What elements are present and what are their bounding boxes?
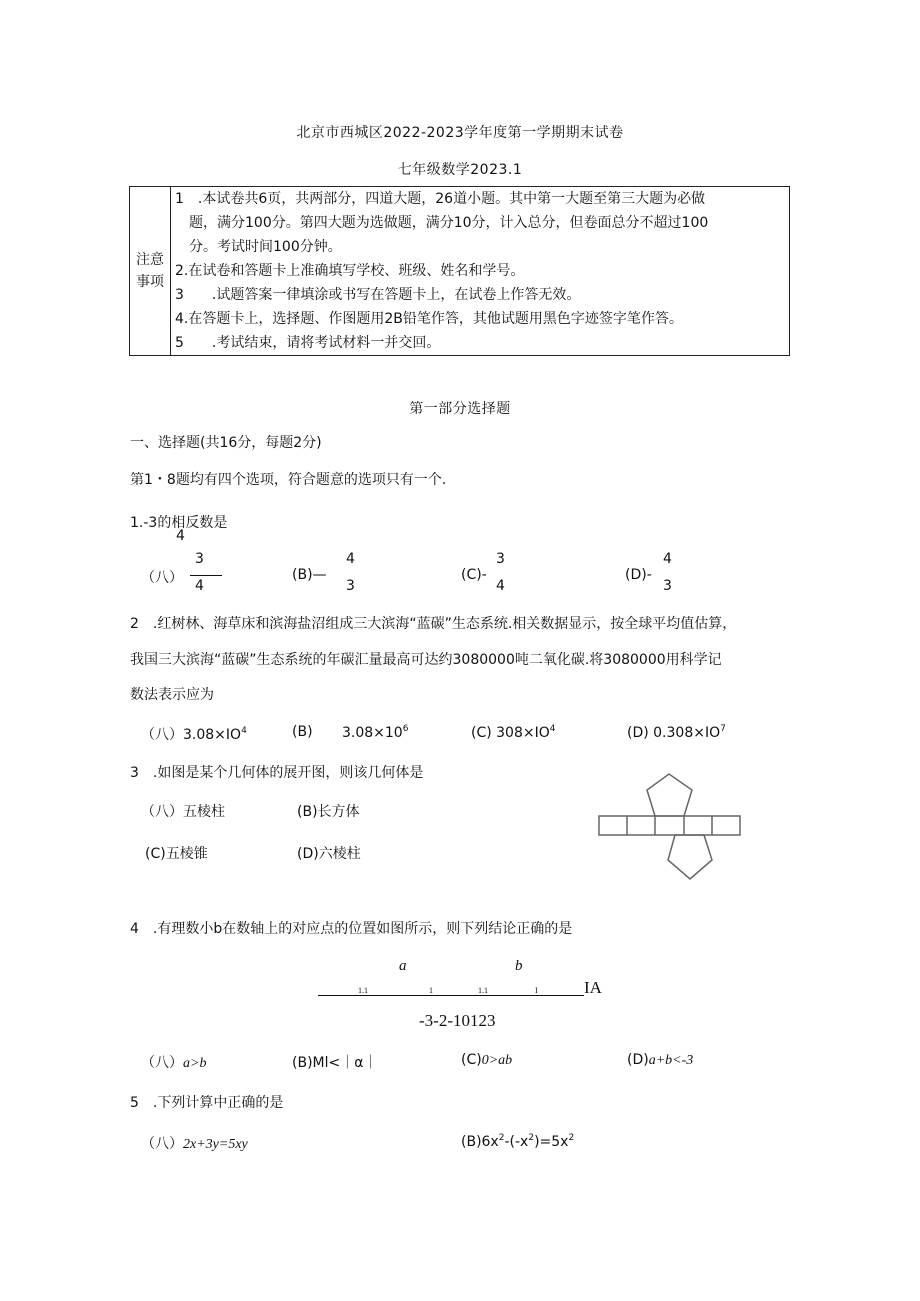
q5-option-b-part: (B)6x	[461, 1134, 499, 1150]
q3-option-c: (C)五棱锥	[145, 846, 208, 862]
exponent: 6	[402, 724, 409, 734]
q2-option-c	[471, 724, 555, 741]
q5-option-a-expr: 2x+3y=5xy	[183, 1137, 248, 1152]
q3-option-b: (B)长方体	[297, 804, 360, 820]
q3-stem: 3 .如图是某个几何体的展开图，则该几何体是	[130, 765, 424, 781]
exponent: 2	[528, 1133, 535, 1143]
part-title: 第一部分选择题	[409, 401, 511, 417]
q2-option-d	[627, 724, 726, 741]
notice-line: 5 .考试结束，请将考试材料一并交回。	[175, 335, 441, 351]
notice-line: 1 .本试卷共6页，共两部分，四道大题，26道小题。其中第一大题至第三大题为必做	[175, 191, 706, 207]
q4-option-c-expr: 0>ab	[481, 1053, 513, 1068]
number-line-tick: 1	[429, 986, 433, 995]
q2-line-1: 2 .红树林、海草床和滨海盐沼组成三大滨海“蓝碳”生态系统.相关数据显示，按全球平均值估算，	[130, 616, 737, 632]
q2-line-2: 我国三大滨海“蓝碳”生态系统的年碳汇量最高可达约3080000吨二氧化碳.将3080000用科学记	[130, 652, 722, 668]
notice-label-text: 注意 事项	[136, 252, 164, 290]
exponent: 7	[720, 724, 726, 734]
q1-option-c-fraction	[496, 551, 512, 599]
q4-option-c-label: (C)	[461, 1052, 482, 1068]
notice-table	[129, 186, 790, 356]
number-line-tick: I	[535, 986, 538, 995]
q4-option-a-label: （八）	[141, 1055, 183, 1071]
notice-label	[130, 187, 171, 356]
fraction-denominator: 3	[346, 578, 355, 594]
q5-option-a	[141, 1133, 248, 1153]
q3-option-d: (D)六棱柱	[297, 846, 361, 862]
q1-option-d-fraction	[663, 551, 679, 599]
net-strip	[599, 816, 740, 835]
exam-subtitle: 七年级数学2023.1	[397, 162, 523, 178]
q1-option-a-label: （八）	[141, 570, 183, 586]
notice-line: 4.在答题卡上，选择题、作图题用2B铅笔作答，其他试题用黑色字迹签字笔作答。	[175, 311, 683, 327]
q1-option-d-label: (D)-	[625, 567, 652, 583]
q2-option-a	[141, 724, 247, 744]
q2-option-d-text: (D) 0.308×IO	[627, 725, 721, 741]
q2-option-b	[342, 724, 408, 741]
fraction-bar	[190, 575, 222, 576]
exponent: 4	[549, 724, 556, 734]
q5-option-b	[461, 1133, 574, 1150]
q2-option-a-text: （八）3.08×IO	[141, 727, 242, 743]
q3-option-a: （八）五棱柱	[141, 804, 225, 820]
exponent: 2	[498, 1133, 505, 1143]
q4-option-a	[141, 1052, 206, 1072]
q1-option-a-fraction	[190, 551, 222, 599]
q4-option-c	[461, 1052, 512, 1069]
section-instruction: 第1・8题均有四个选项，符合题意的选项只有一个.	[130, 472, 447, 488]
number-line-tick: 1.1	[478, 986, 488, 995]
notice-body	[171, 187, 790, 356]
fraction-numerator: 3	[195, 551, 204, 567]
fraction-denominator: 3	[663, 578, 672, 594]
q1-stem: 1.-3的相反数是	[130, 515, 228, 531]
q4-option-b: (B)Ml<｜α｜	[292, 1055, 378, 1071]
net-top-pentagon	[647, 774, 692, 816]
fraction-denominator: 4	[195, 578, 204, 594]
notice-line: 3 .试题答案一律填涂或书写在答题卡上，在试卷上作答无效。	[175, 287, 581, 303]
number-line-arrow: IA	[584, 978, 602, 997]
notice-line: 2.在试卷和答题卡上准确填写学校、班级、姓名和学号。	[175, 263, 525, 279]
q1-option-c-label: (C)-	[461, 567, 487, 583]
prism-net-figure	[592, 772, 748, 884]
q1-option-b-fraction	[330, 551, 355, 599]
q2-option-b-text: 3.08×10	[342, 725, 403, 741]
q1-stray-digit: 4	[176, 528, 185, 544]
number-line-point-b: b	[515, 958, 523, 974]
notice-line: 题，满分100分。第四大题为选做题，满分10分，计入总分，但卷面总分不超过100	[175, 215, 709, 231]
exponent: 4	[241, 726, 247, 736]
notice-line: 分。考试时间100分钟。	[175, 239, 342, 255]
number-line-tick: 1.1	[358, 986, 368, 995]
net-bottom-pentagon	[668, 835, 712, 879]
fraction-numerator: 3	[496, 551, 505, 567]
q4-stem: 4 .有理数小b在数轴上的对应点的位置如图所示，则下列结论正确的是	[130, 921, 573, 937]
section-heading: 一、选择题(共16分，每题2分)	[130, 435, 322, 451]
number-line-labels: -3-2-10123	[419, 1011, 496, 1030]
q5-option-b-part: -(-x	[504, 1134, 529, 1150]
number-line-point-a: a	[399, 958, 407, 974]
q5-option-b-part: )=5x	[534, 1134, 569, 1150]
q2-line-3: 数法表示应为	[130, 687, 214, 703]
number-line-axis	[318, 995, 584, 996]
fraction-denominator: 4	[496, 578, 505, 594]
q4-option-d	[627, 1052, 693, 1069]
q4-option-a-expr: a>b	[183, 1056, 207, 1071]
fraction-numerator: 4	[346, 551, 355, 567]
q4-option-d-expr: a+b<-3	[648, 1053, 694, 1068]
q4-option-d-label: (D)	[627, 1052, 649, 1068]
exam-title: 北京市西城区2022-2023学年度第一学期期末试卷	[296, 125, 624, 141]
fraction-numerator: 4	[663, 551, 672, 567]
exponent: 2	[568, 1133, 575, 1143]
q1-option-b-label: (B)—	[292, 567, 327, 583]
q2-option-b-label: (B)	[292, 724, 313, 740]
q2-option-c-text: (C) 308×IO	[471, 725, 550, 741]
q5-option-a-label: （八）	[141, 1136, 183, 1152]
q5-stem: 5 .下列计算中正确的是	[130, 1095, 284, 1111]
